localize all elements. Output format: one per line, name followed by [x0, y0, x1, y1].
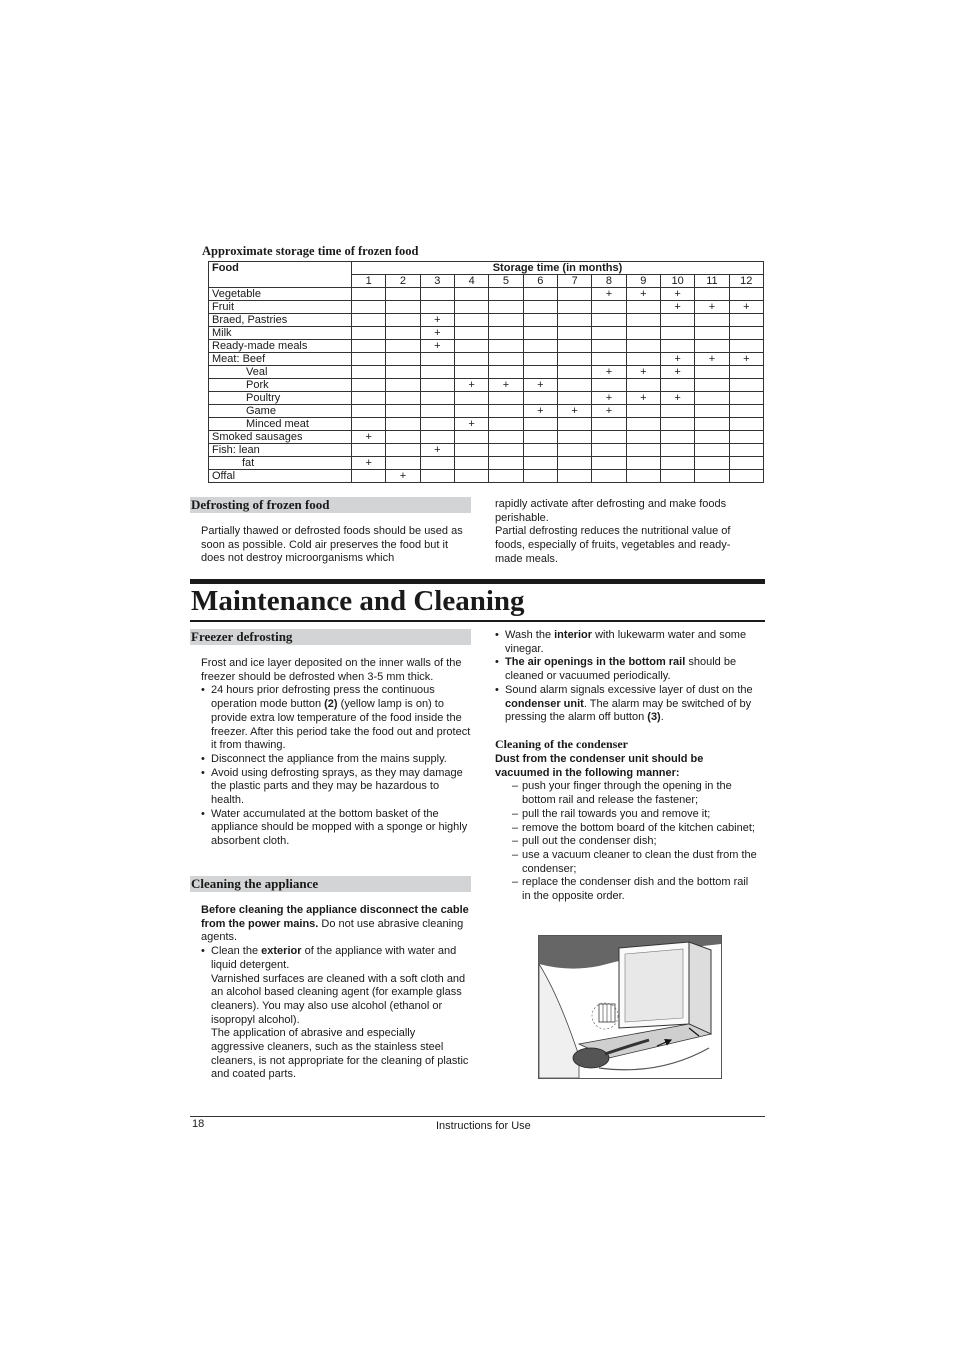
storage-cell: [420, 431, 454, 444]
month-header: 5: [489, 275, 523, 288]
footer-text: Instructions for Use: [436, 1120, 531, 1132]
storage-cell: [592, 353, 626, 366]
food-name: Smoked sausages: [209, 431, 352, 444]
cleaning-warning: [201, 904, 471, 945]
month-header: 6: [523, 275, 557, 288]
food-name: Poultry: [209, 392, 352, 405]
storage-cell: [626, 353, 660, 366]
storage-cell: [626, 444, 660, 457]
storage-cell: [352, 392, 386, 405]
bold-term: interior: [554, 629, 593, 641]
table-row: [209, 418, 764, 431]
storage-cell: [352, 405, 386, 418]
bold-term: The air openings in the bottom rail: [505, 656, 686, 669]
food-name: Minced meat: [209, 418, 352, 431]
storage-cell: [420, 353, 454, 366]
storage-cell: [352, 288, 386, 301]
storage-mark: +: [592, 288, 626, 301]
storage-cell: [557, 340, 591, 353]
list-item: [201, 945, 471, 1082]
storage-cell: [626, 314, 660, 327]
storage-cell: [557, 327, 591, 340]
storage-cell: [454, 327, 488, 340]
storage-cell: [523, 301, 557, 314]
list-item: [495, 629, 761, 656]
storage-cell: [352, 470, 386, 483]
button-ref: (2): [324, 698, 338, 711]
storage-cell: [592, 301, 626, 314]
storage-cell: [489, 444, 523, 457]
storage-cell: [660, 418, 694, 431]
freezer-defrosting-intro: Frost and ice layer deposited on the inner walls of the freezer should be defrosted when 3-5 mm thick.: [201, 657, 462, 683]
storage-cell: [626, 470, 660, 483]
storage-mark: +: [592, 392, 626, 405]
food-name: Fruit: [209, 301, 352, 314]
storage-cell: [352, 379, 386, 392]
vacuum-cleaner: [573, 1048, 609, 1068]
cleaning-appliance-text: [201, 904, 471, 1082]
month-header: 4: [454, 275, 488, 288]
storage-cell: [523, 457, 557, 470]
storage-cell: [420, 379, 454, 392]
storage-cell: [454, 314, 488, 327]
storage-cell: [489, 470, 523, 483]
table-row: [209, 379, 764, 392]
storage-cell: [523, 418, 557, 431]
storage-cell: [454, 301, 488, 314]
month-header: 8: [592, 275, 626, 288]
storage-cell: [420, 405, 454, 418]
bold-term: exterior: [261, 945, 302, 958]
storage-cell: [660, 327, 694, 340]
storage-cell: [523, 340, 557, 353]
section-heading-freezer-defrosting: Freezer defrosting: [190, 629, 471, 645]
list-text: 24 hours prior defrosting press the continuous operation mode button: [211, 684, 435, 711]
storage-time-table: [208, 261, 764, 483]
condenser-intro: Dust from the condenser unit should be vacuumed in the following manner:: [495, 753, 704, 779]
storage-cell: [729, 457, 763, 470]
storage-cell: [489, 353, 523, 366]
storage-cell: [557, 288, 591, 301]
storage-mark: +: [695, 301, 729, 314]
food-name: Pork: [209, 379, 352, 392]
storage-cell: [729, 470, 763, 483]
storage-cell: [523, 314, 557, 327]
storage-mark: +: [420, 340, 454, 353]
storage-cell: [660, 314, 694, 327]
storage-cell: [454, 457, 488, 470]
storage-cell: [557, 444, 591, 457]
footer-rule: [190, 1116, 765, 1117]
storage-cell: [592, 457, 626, 470]
storage-mark: +: [420, 444, 454, 457]
storage-cell: [386, 431, 420, 444]
storage-cell: [660, 340, 694, 353]
storage-cell: [523, 392, 557, 405]
storage-cell: [386, 379, 420, 392]
condenser-step: – pull the rail towards you and remove it;: [512, 808, 757, 822]
list-text: Clean the: [211, 945, 262, 958]
list-item: • Avoid using defrosting sprays, as they may damage the plastic parts and they may be hazardous to health.: [201, 767, 471, 808]
condenser-step: – replace the condenser dish and the bottom rail in the opposite order.: [512, 876, 757, 903]
list-subparagraph: Varnished surfaces are cleaned with a soft cloth and an alcohol based cleaning agent (for example glass cleaners). You may also use alcohol (ethanol or isopropyl alcohol).: [211, 972, 466, 1026]
storage-cell: [695, 366, 729, 379]
title-rule-bottom: [190, 620, 765, 622]
storage-cell: [523, 470, 557, 483]
storage-cell: [557, 314, 591, 327]
storage-cell: [352, 353, 386, 366]
storage-mark: +: [660, 301, 694, 314]
subheading-condenser: Cleaning of the condenser: [495, 737, 628, 751]
storage-mark: +: [695, 353, 729, 366]
storage-cell: [489, 366, 523, 379]
storage-cell: [695, 327, 729, 340]
storage-cell: [420, 392, 454, 405]
storage-cell: [557, 379, 591, 392]
condenser-step: – use a vacuum cleaner to clean the dust from the condenser;: [512, 849, 757, 876]
section-heading-cleaning-appliance: Cleaning the appliance: [190, 876, 471, 892]
storage-mark: +: [592, 366, 626, 379]
storage-cell: [489, 340, 523, 353]
table-row: [209, 457, 764, 470]
storage-cell: [592, 444, 626, 457]
storage-cell: [386, 457, 420, 470]
condenser-steps-list: [512, 780, 757, 903]
storage-cell: [420, 418, 454, 431]
cabinet-side: [539, 964, 579, 1078]
freezer-defrosting-text: [201, 657, 471, 849]
month-header: 2: [386, 275, 420, 288]
defrosting-left-text: [201, 525, 471, 566]
storage-cell: [626, 418, 660, 431]
storage-cell: [420, 470, 454, 483]
storage-mark: +: [660, 366, 694, 379]
food-name: Fish: lean: [209, 444, 352, 457]
storage-cell: [626, 457, 660, 470]
table-row: [209, 340, 764, 353]
storage-cell: [352, 444, 386, 457]
storage-cell: [352, 340, 386, 353]
month-header: 11: [695, 275, 729, 288]
table-title: Approximate storage time of frozen food: [202, 244, 419, 258]
storage-cell: [386, 314, 420, 327]
storage-cell: [454, 366, 488, 379]
storage-cell: [420, 288, 454, 301]
list-text: Wash the: [505, 629, 555, 641]
storage-cell: [557, 366, 591, 379]
storage-cell: [557, 470, 591, 483]
storage-cell: [386, 405, 420, 418]
storage-cell: [695, 314, 729, 327]
freezer-defrosting-list: [201, 684, 471, 848]
storage-cell: [523, 353, 557, 366]
storage-cell: [454, 405, 488, 418]
storage-cell: [592, 379, 626, 392]
storage-mark: +: [523, 405, 557, 418]
warning-rest: Do not use abrasive cleaning agents.: [201, 917, 464, 944]
storage-mark: +: [660, 353, 694, 366]
storage-cell: [386, 288, 420, 301]
storage-cell: [729, 392, 763, 405]
list-text: (yellow lamp is on) to provide extra low temperature of the food inside the freezer. After this period take the food out and protect it from thawing.: [211, 698, 471, 752]
month-header: 7: [557, 275, 591, 288]
storage-cell: [695, 470, 729, 483]
storage-cell: [386, 366, 420, 379]
storage-cell: [729, 418, 763, 431]
storage-cell: [660, 405, 694, 418]
storage-cell: [523, 431, 557, 444]
storage-cell: [420, 457, 454, 470]
table-row: [209, 314, 764, 327]
storage-cell: [352, 301, 386, 314]
storage-cell: [557, 392, 591, 405]
month-header: 3: [420, 275, 454, 288]
food-name: Milk: [209, 327, 352, 340]
list-item: [201, 684, 471, 753]
storage-cell: [592, 470, 626, 483]
storage-cell: [523, 288, 557, 301]
storage-mark: +: [454, 418, 488, 431]
storage-cell: [626, 431, 660, 444]
storage-mark: +: [523, 379, 557, 392]
storage-mark: +: [420, 314, 454, 327]
storage-cell: [660, 444, 694, 457]
storage-mark: +: [626, 288, 660, 301]
list-text: . The alarm may be switched of by pressing the alarm off button: [505, 697, 752, 724]
storage-mark: +: [454, 379, 488, 392]
storage-cell: [695, 418, 729, 431]
storage-cell: [489, 301, 523, 314]
section-heading-defrosting: Defrosting of frozen food: [190, 497, 471, 513]
food-name: fat: [209, 457, 352, 470]
table-header-row: [209, 262, 764, 275]
condenser-text: [495, 753, 757, 904]
right-column-bullets: [495, 629, 761, 725]
storage-cell: [695, 431, 729, 444]
food-name: Ready-made meals: [209, 340, 352, 353]
table-row: [209, 405, 764, 418]
storage-cell: [695, 444, 729, 457]
month-header: 1: [352, 275, 386, 288]
storage-cell: [386, 327, 420, 340]
storage-cell: [592, 431, 626, 444]
table-row: [209, 366, 764, 379]
storage-cell: [523, 444, 557, 457]
storage-mark: +: [626, 392, 660, 405]
defrosting-nutrition-note: Partial defrosting reduces the nutritional value of foods, especially of fruits, vegetables and ready-made meals.: [495, 525, 731, 565]
storage-mark: +: [729, 301, 763, 314]
storage-cell: [729, 314, 763, 327]
storage-mark: +: [729, 353, 763, 366]
storage-mark: +: [352, 457, 386, 470]
storage-cell: [489, 405, 523, 418]
storage-cell: [420, 366, 454, 379]
table-row: [209, 353, 764, 366]
table-row: [209, 470, 764, 483]
list-text: .: [660, 711, 664, 724]
list-subparagraph: The application of abrasive and especially aggressive cleaners, such as the stainless steel cleaners, is not appropriate for the cleaning of plastic and coated parts.: [211, 1027, 469, 1081]
storage-cell: [729, 366, 763, 379]
storage-time-header: Storage time (in months): [352, 262, 764, 275]
storage-cell: [592, 327, 626, 340]
storage-cell: [454, 353, 488, 366]
table-row: [209, 444, 764, 457]
storage-cell: [386, 340, 420, 353]
food-name: Game: [209, 405, 352, 418]
table-row: [209, 327, 764, 340]
storage-cell: [695, 379, 729, 392]
storage-mark: +: [386, 470, 420, 483]
list-text: of the appliance with water and liquid detergent.: [211, 945, 457, 971]
food-name: Meat: Beef: [209, 353, 352, 366]
storage-cell: [729, 379, 763, 392]
storage-cell: [626, 405, 660, 418]
list-text: Sound alarm signals excessive layer of dust on the: [505, 683, 753, 696]
table-row: [209, 392, 764, 405]
storage-cell: [729, 288, 763, 301]
button-ref: (3): [647, 711, 661, 724]
storage-cell: [386, 392, 420, 405]
food-column-header: Food: [209, 262, 352, 288]
storage-cell: [352, 418, 386, 431]
storage-cell: [660, 431, 694, 444]
fridge-door-glass: [625, 949, 683, 1022]
table-row: [209, 288, 764, 301]
storage-cell: [557, 431, 591, 444]
storage-cell: [386, 301, 420, 314]
storage-cell: [454, 470, 488, 483]
defrosting-paragraph: Partially thawed or defrosted foods should be used as soon as possible. Cold air preserves the food but it does not destroy microorganisms which: [201, 525, 463, 565]
month-header: 12: [729, 275, 763, 288]
list-item: [495, 656, 761, 683]
storage-cell: [489, 288, 523, 301]
list-item: [495, 684, 761, 725]
storage-cell: [454, 392, 488, 405]
storage-cell: [695, 405, 729, 418]
month-header: 9: [626, 275, 660, 288]
storage-mark: +: [660, 288, 694, 301]
storage-cell: [729, 431, 763, 444]
storage-cell: [489, 418, 523, 431]
food-name: Vegetable: [209, 288, 352, 301]
storage-cell: [695, 392, 729, 405]
storage-cell: [557, 457, 591, 470]
storage-cell: [626, 301, 660, 314]
storage-cell: [729, 327, 763, 340]
storage-mark: +: [420, 327, 454, 340]
month-header: 10: [660, 275, 694, 288]
storage-cell: [352, 366, 386, 379]
storage-mark: +: [352, 431, 386, 444]
defrosting-continuation: rapidly activate after defrosting and make foods perishable.: [495, 498, 727, 524]
storage-mark: +: [626, 366, 660, 379]
warning-bold: Before cleaning the appliance disconnect the cable from the power mains.: [201, 904, 469, 930]
storage-cell: [660, 379, 694, 392]
storage-cell: [489, 392, 523, 405]
storage-mark: +: [592, 405, 626, 418]
table-row: [209, 301, 764, 314]
storage-cell: [592, 418, 626, 431]
list-item: • Disconnect the appliance from the mains supply.: [201, 753, 471, 767]
storage-cell: [592, 314, 626, 327]
storage-cell: [592, 340, 626, 353]
storage-cell: [386, 444, 420, 457]
page-title: Maintenance and Cleaning: [191, 585, 525, 617]
list-item: • Water accumulated at the bottom basket of the appliance should be mopped with a sponge or highly absorbent cloth.: [201, 808, 471, 849]
condenser-step: – remove the bottom board of the kitchen cabinet;: [512, 822, 757, 836]
storage-cell: [626, 340, 660, 353]
storage-mark: +: [489, 379, 523, 392]
storage-cell: [626, 379, 660, 392]
food-name: Veal: [209, 366, 352, 379]
storage-cell: [489, 314, 523, 327]
defrosting-right-text: [495, 498, 757, 567]
storage-cell: [420, 301, 454, 314]
storage-cell: [729, 405, 763, 418]
bold-term: condenser unit: [505, 697, 584, 710]
storage-cell: [454, 288, 488, 301]
storage-cell: [352, 314, 386, 327]
storage-cell: [454, 340, 488, 353]
food-name: Braed, Pastries: [209, 314, 352, 327]
condenser-illustration: [538, 935, 722, 1079]
storage-cell: [454, 431, 488, 444]
storage-cell: [489, 457, 523, 470]
storage-cell: [557, 353, 591, 366]
storage-cell: [454, 444, 488, 457]
storage-cell: [523, 327, 557, 340]
storage-cell: [557, 301, 591, 314]
storage-cell: [557, 418, 591, 431]
storage-cell: [352, 327, 386, 340]
condenser-step: – push your finger through the opening in the bottom rail and release the fastener;: [512, 780, 757, 807]
storage-cell: [695, 288, 729, 301]
storage-cell: [489, 431, 523, 444]
storage-cell: [660, 470, 694, 483]
list-text: should be cleaned or vacuumed periodically.: [505, 656, 737, 683]
storage-cell: [626, 327, 660, 340]
page-number: 18: [192, 1118, 205, 1130]
storage-cell: [729, 444, 763, 457]
storage-cell: [660, 457, 694, 470]
storage-cell: [695, 340, 729, 353]
storage-cell: [695, 457, 729, 470]
storage-cell: [523, 366, 557, 379]
fridge-door-panel: [689, 942, 711, 1034]
storage-cell: [386, 418, 420, 431]
cleaning-bullets: [495, 629, 761, 725]
list-text: with lukewarm water and some vinegar.: [505, 629, 747, 655]
condenser-step: – pull out the condenser dish;: [512, 835, 757, 849]
cleaning-appliance-list: [201, 945, 471, 1082]
storage-cell: [386, 353, 420, 366]
storage-cell: [729, 340, 763, 353]
table-row: [209, 431, 764, 444]
storage-mark: +: [660, 392, 694, 405]
food-name: Offal: [209, 470, 352, 483]
condenser-drawing: [539, 936, 721, 1078]
storage-cell: [489, 327, 523, 340]
storage-mark: +: [557, 405, 591, 418]
title-rule-top: [190, 579, 765, 584]
